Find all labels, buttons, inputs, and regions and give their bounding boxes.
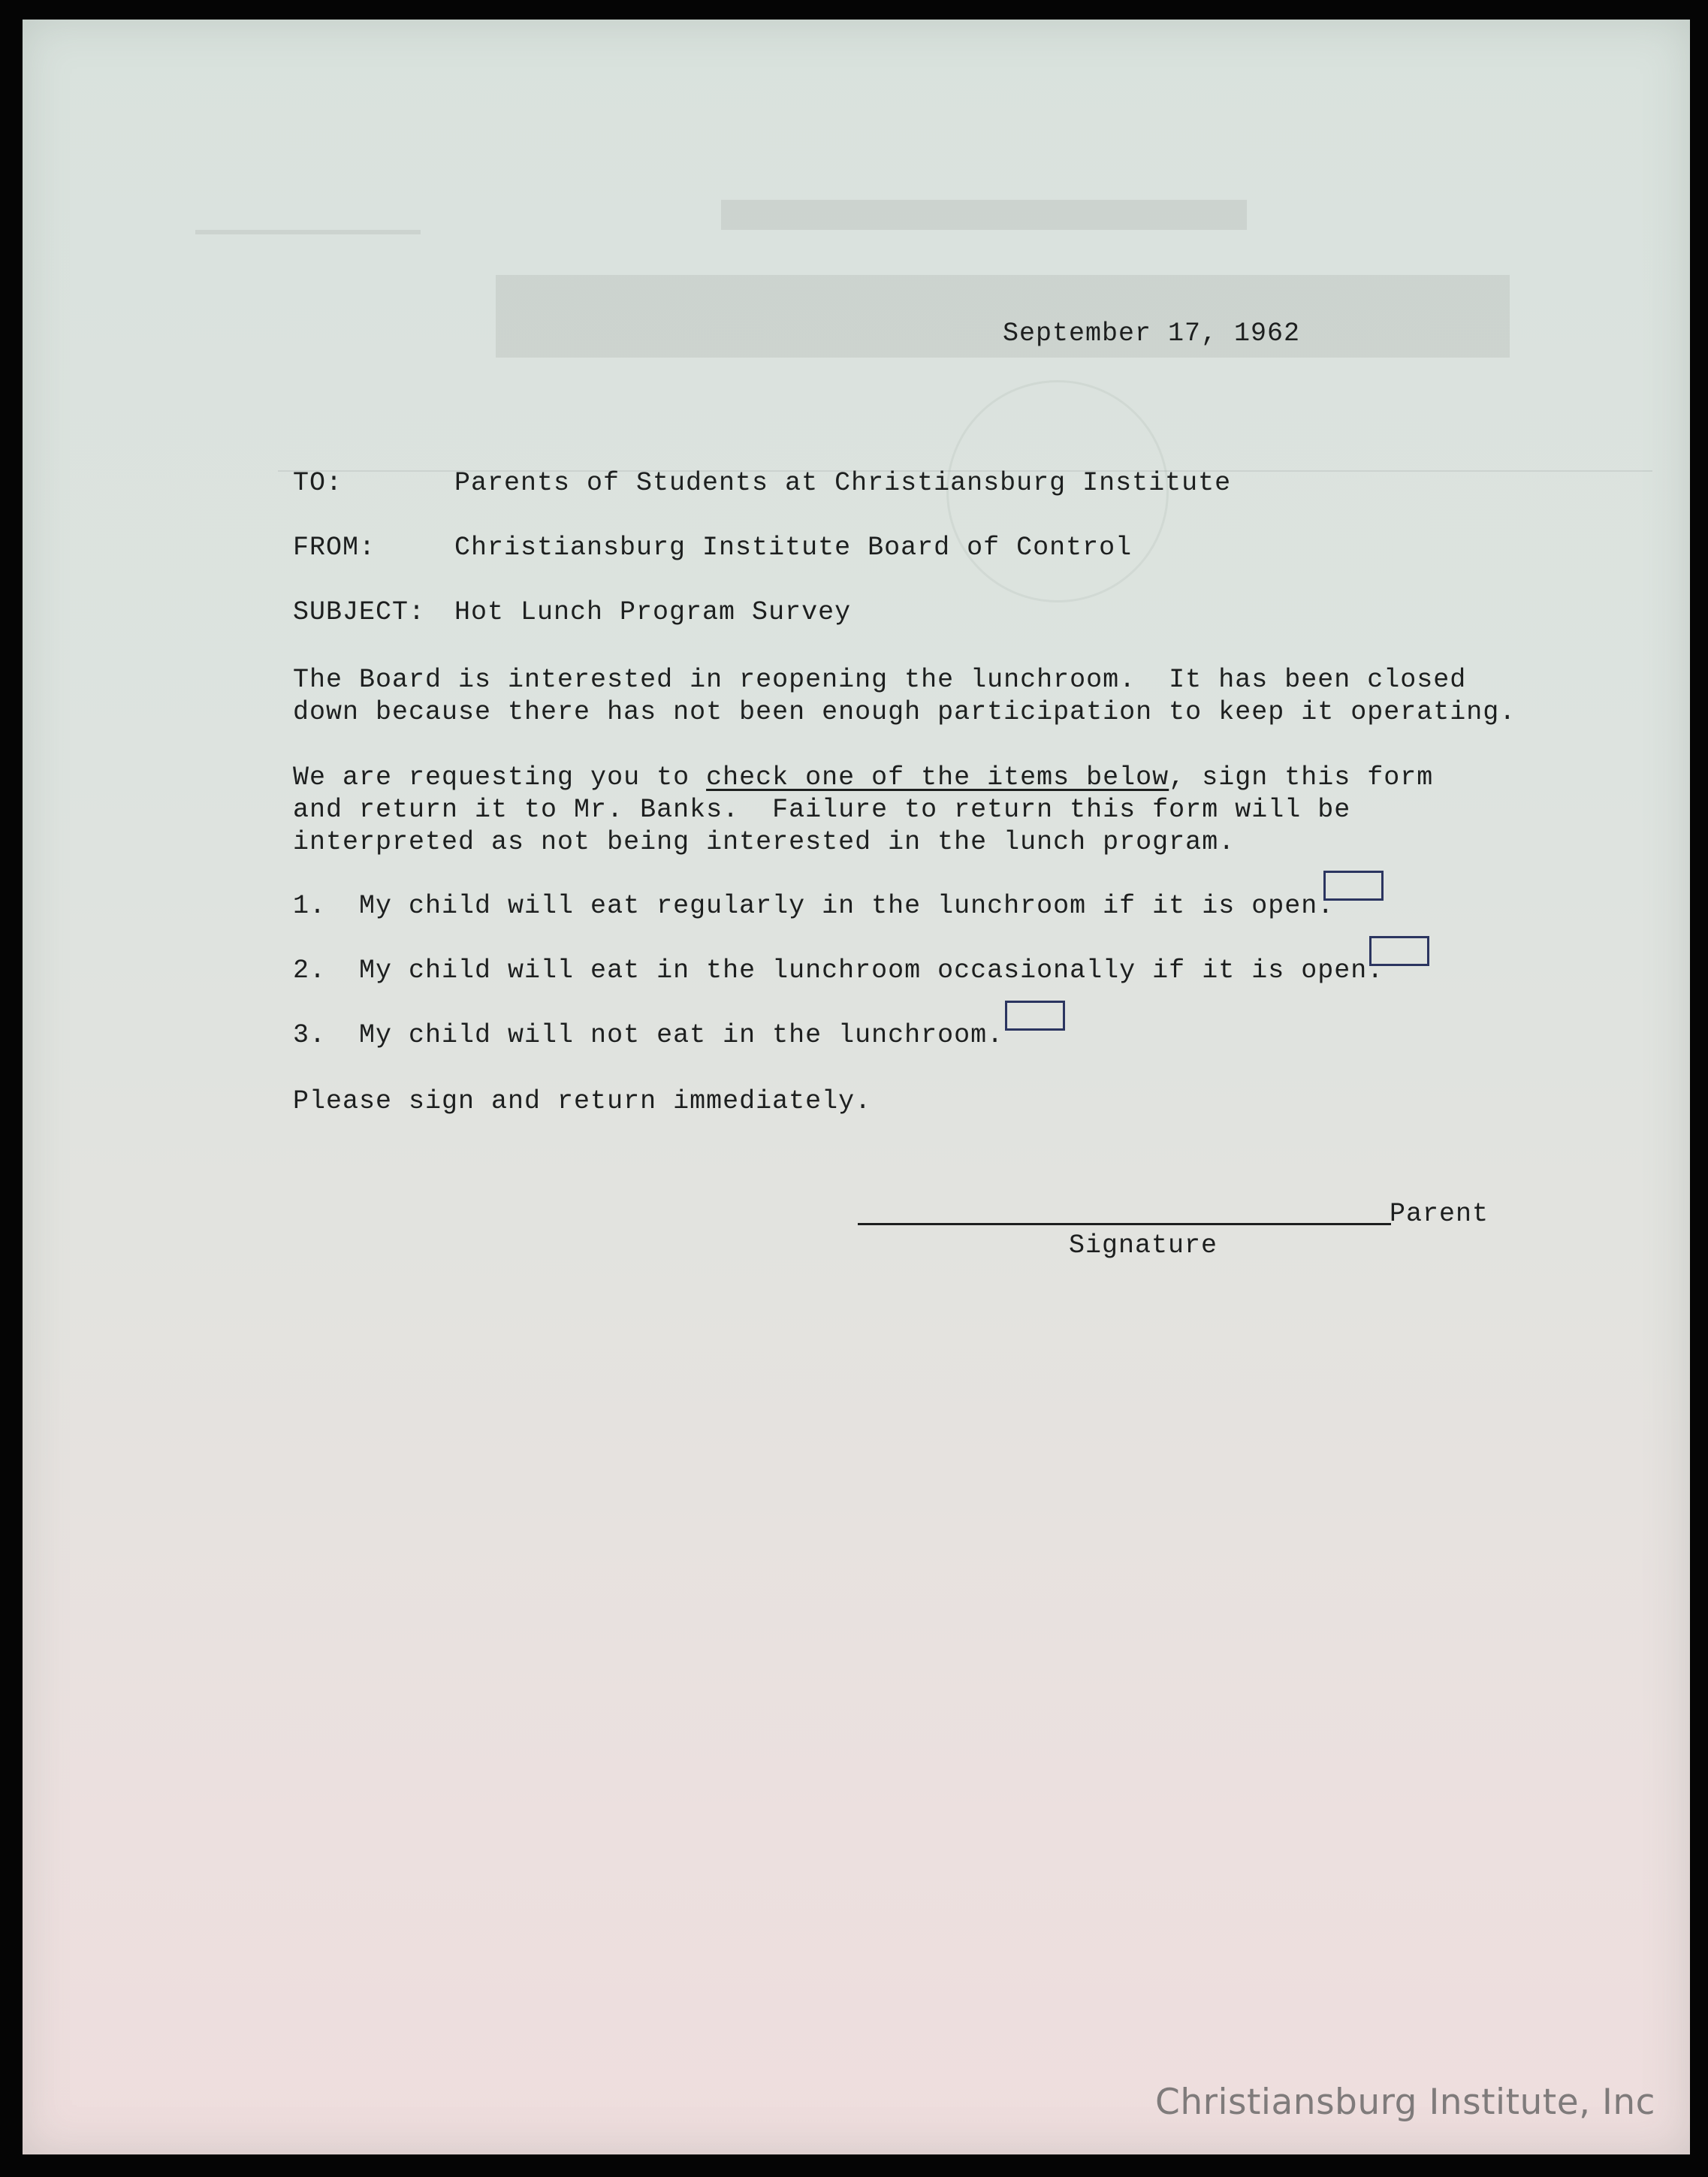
- from-label: FROM:: [293, 533, 376, 563]
- option-item-1: 1. My child will eat regularly in the lunchroom if it is open.: [293, 891, 1335, 921]
- closing-instruction: Please sign and return immediately.: [293, 1086, 872, 1116]
- parent-label: Parent: [1390, 1199, 1489, 1229]
- instruction-underlined-text: check one of the items below: [706, 762, 1169, 793]
- option-item-3: 3. My child will not eat in the lunchroom.: [293, 1020, 1004, 1050]
- subject-label: SUBJECT:: [293, 597, 426, 627]
- ghost-letterhead-bleedthrough: [195, 185, 1547, 380]
- instruction-paragraph: [293, 762, 1433, 859]
- option-2-checkbox[interactable]: [1369, 936, 1429, 966]
- to-value: Parents of Students at Christiansburg Institute: [454, 468, 1232, 498]
- instruction-text-end: , sign this form and return it to Mr. Banks. Failure to return this form will be interpreted as not being interested in the lunch program.: [293, 762, 1434, 857]
- to-label: TO:: [293, 468, 343, 498]
- subject-value: Hot Lunch Program Survey: [454, 597, 852, 627]
- option-item-2: 2. My child will eat in the lunchroom occasionally if it is open.: [293, 956, 1384, 986]
- signature-line[interactable]: [858, 1223, 1391, 1225]
- document-page: [23, 20, 1690, 2154]
- instruction-text-start: We are requesting you to: [293, 762, 707, 793]
- archive-watermark: Christiansburg Institute, Inc: [1155, 2082, 1655, 2123]
- from-value: Christiansburg Institute Board of Control: [454, 533, 1133, 563]
- option-3-checkbox[interactable]: [1005, 1001, 1065, 1031]
- intro-paragraph: The Board is interested in reopening the lunchroom. It has been closed down because there has not been enough participation to keep it operating.: [293, 665, 1516, 727]
- letter-date: September 17, 1962: [1003, 319, 1301, 349]
- signature-label: Signature: [1069, 1230, 1218, 1261]
- option-1-checkbox[interactable]: [1323, 871, 1384, 901]
